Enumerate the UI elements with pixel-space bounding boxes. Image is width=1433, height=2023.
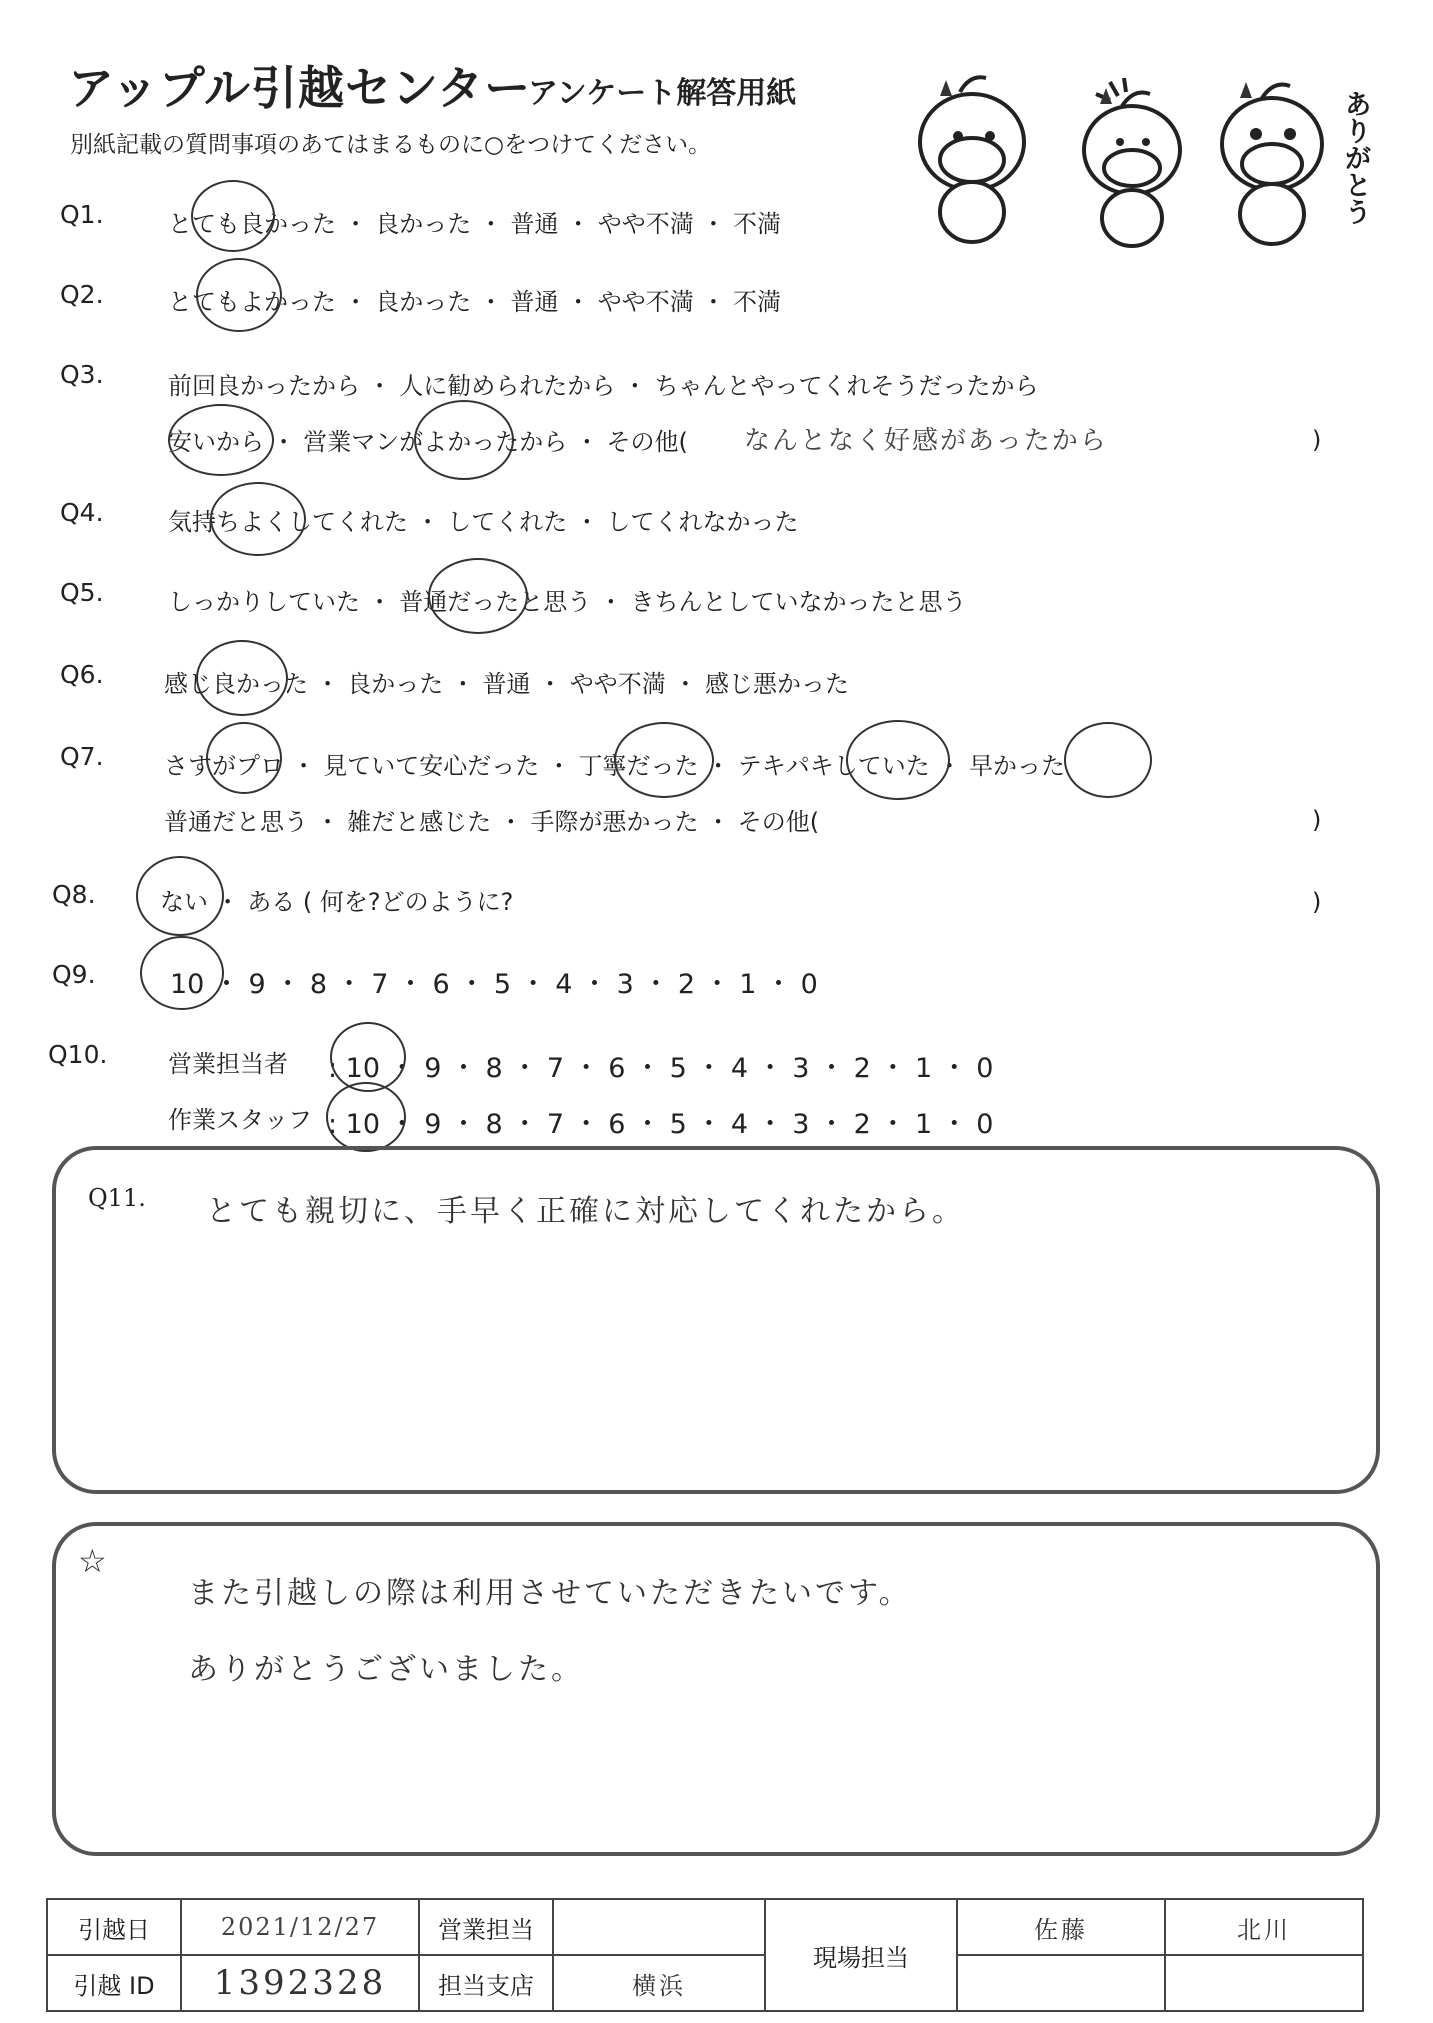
comment-line-2: ありがとうございました。 — [188, 1652, 584, 1687]
q8-close-paren: ) — [1312, 888, 1322, 916]
move-id-value: 1392328 — [181, 1955, 419, 2011]
site-staff-1: 佐藤 — [957, 1899, 1165, 1955]
q10-staff-scale: : 10 ・ 9 ・ 8 ・ 7 ・ 6 ・ 5 ・ 4 ・ 3 ・ 2 ・ 1 ・ 0 — [328, 1109, 994, 1140]
q2-selection-circle — [196, 258, 282, 332]
q4-options: 気持ちよくしてくれた ・ してくれた ・ してくれなかった — [168, 508, 799, 536]
q1-selection-circle — [191, 180, 275, 252]
q11-label: Q11. — [88, 1184, 146, 1212]
move-date-value: 2021/12/27 — [181, 1899, 419, 1955]
site-staff-empty-1 — [957, 1955, 1165, 2011]
site-staff-empty-2 — [1165, 1955, 1363, 2011]
q7-label: Q7. — [60, 742, 104, 771]
q5-selection-circle — [428, 558, 528, 634]
move-date-label: 引越日 — [47, 1899, 181, 1955]
q3-options-line2: 安いから ・ 営業マンがよかったから ・ その他( — [168, 428, 688, 456]
q7-selection-circle-polite — [614, 722, 714, 798]
q10-sales-scale: : 10 ・ 9 ・ 8 ・ 7 ・ 6 ・ 5 ・ 4 ・ 3 ・ 2 ・ 1 ・ 0 — [328, 1053, 994, 1084]
q7-options-line1: さすがプロ ・ 見ていて安心だった ・ 丁寧だった ・ テキパキしていた ・ 早かった — [164, 752, 1066, 780]
q10-label: Q10. — [48, 1040, 108, 1069]
q7-close-paren: ) — [1312, 806, 1322, 834]
move-id-label: 引越 ID — [47, 1955, 181, 2011]
q3-selection-circle-sales — [414, 400, 514, 480]
q1-label: Q1. — [60, 200, 104, 229]
star-icon: ☆ — [78, 1542, 107, 1580]
q11-handwritten-answer: とても親切に、手早く正確に対応してくれたから。 — [206, 1194, 965, 1229]
q9-selection-circle — [140, 936, 224, 1010]
q9-label: Q9. — [52, 960, 96, 989]
q7-options-line2: 普通だと思う ・ 雑だと感じた ・ 手際が悪かった ・ その他( — [164, 808, 820, 836]
q10-staff-role: 作業スタッフ — [168, 1106, 312, 1134]
q4-selection-circle — [210, 482, 306, 556]
q10-staff-selection-circle — [326, 1082, 406, 1152]
q5-label: Q5. — [60, 578, 104, 607]
mascot-thanks-text: ありがとう — [1339, 90, 1371, 225]
q3-label: Q3. — [60, 360, 104, 389]
q8-options: ない ・ ある ( 何を?どのように? — [160, 888, 514, 916]
comment-line-1: また引越しの際は利用させていただきたいです。 — [188, 1576, 912, 1611]
q1-options: とても良かった ・ 良かった ・ 普通 ・ やや不満 ・ 不満 — [168, 210, 782, 238]
q6-selection-circle — [196, 640, 288, 716]
q8-label: Q8. — [52, 880, 96, 909]
site-staff-2: 北川 — [1165, 1899, 1363, 1955]
site-staff-label: 現場担当 — [765, 1899, 957, 2011]
q5-options: しっかりしていた ・ 普通だったと思う ・ きちんとしていなかったと思う — [168, 588, 967, 616]
sales-staff-value — [553, 1899, 765, 1955]
q4-label: Q4. — [60, 498, 104, 527]
instructions: 別紙記載の質問事項のあてはまるものに○をつけてください。 — [70, 132, 712, 158]
q7-selection-circle-fast — [1064, 722, 1152, 798]
form-subtitle: アンケート解答用紙 — [528, 76, 797, 111]
sales-staff-label: 営業担当 — [419, 1899, 553, 1955]
mascot-illustration — [900, 72, 1380, 252]
q3-other-answer: なんとなく好感があったから — [744, 426, 1108, 456]
branch-label: 担当支店 — [419, 1955, 553, 2011]
company-title: アップル引越センター — [68, 61, 532, 115]
footer-info-table — [46, 1898, 1364, 2012]
q7-selection-circle-efficient — [846, 720, 950, 800]
q10-sales-role: 営業担当者 — [168, 1050, 288, 1078]
q8-selection-circle — [136, 856, 224, 936]
q7-selection-circle-pro — [206, 722, 282, 794]
q6-label: Q6. — [60, 660, 104, 689]
q3-selection-circle-cheap — [168, 404, 274, 476]
branch-value: 横浜 — [553, 1955, 765, 2011]
q3-options-line1: 前回良かったから ・ 人に勧められたから ・ ちゃんとやってくれそうだったから — [168, 372, 1039, 400]
q9-scale: 10 ・ 9 ・ 8 ・ 7 ・ 6 ・ 5 ・ 4 ・ 3 ・ 2 ・ 1 ・ 0 — [170, 969, 818, 1000]
q6-options: 感じ良かった ・ 良かった ・ 普通 ・ やや不満 ・ 感じ悪かった — [164, 670, 850, 698]
q2-label: Q2. — [60, 280, 104, 309]
q3-close-paren: ) — [1312, 426, 1322, 454]
q2-options: とてもよかった ・ 良かった ・ 普通 ・ やや不満 ・ 不満 — [168, 288, 782, 316]
